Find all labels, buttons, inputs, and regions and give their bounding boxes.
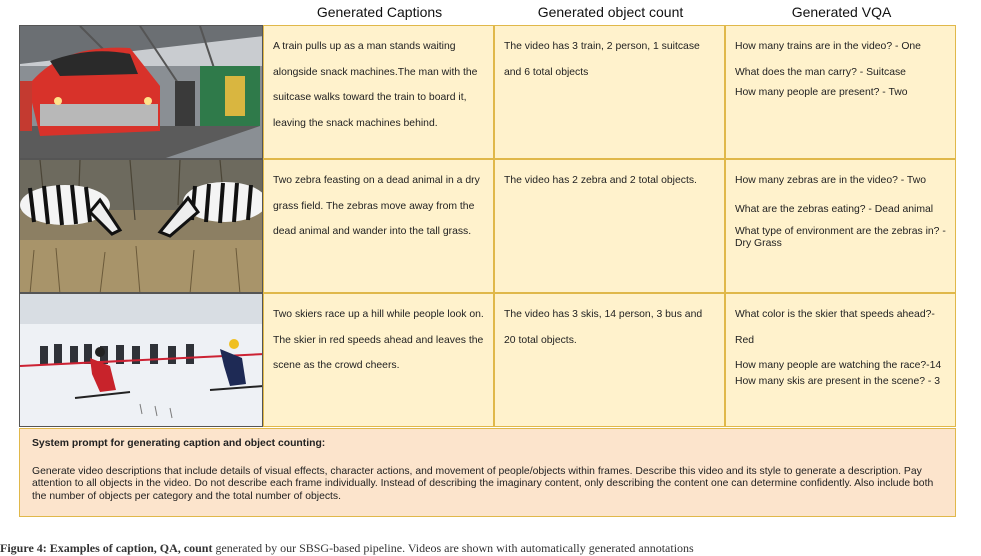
zebras-image: [19, 159, 263, 293]
caption-cell: [263, 25, 494, 159]
ski-race-image: [19, 293, 263, 427]
vqa-question: How many trains are in the video? - One: [735, 41, 921, 52]
system-prompt-title: System prompt for generating caption and object counting:: [32, 438, 326, 449]
object-count-cell: [494, 293, 725, 427]
caption-text: Two skiers race up a hill while people look on. The skier in red speeds ahead and leaves the scene as the crowd cheers.: [273, 309, 484, 371]
system-prompt-box: [19, 428, 956, 517]
object-count-text: The video has 2 zebra and 2 total objects.: [504, 175, 697, 186]
caption-cell: [263, 293, 494, 427]
vqa-question: What type of environment are the zebras in? - Dry Grass: [735, 226, 946, 249]
table-row: [19, 293, 956, 427]
figure-caption-lead: Figure 4: Examples of caption, QA, count: [0, 541, 213, 555]
vqa-question: How many skis are present in the scene? - 3: [735, 376, 941, 387]
vqa-question: How many zebras are in the video? - Two: [735, 175, 926, 186]
object-count-text: The video has 3 train, 2 person, 1 suitcase and 6 total objects: [504, 41, 700, 78]
vqa-question: What color is the skier that speeds ahead?- Red: [735, 309, 935, 346]
figure-caption: [0, 541, 981, 556]
vqa-cell: [725, 293, 956, 427]
header-vqa: Generated VQA: [791, 4, 892, 20]
figure-caption-rest: generated by our SBSG-based pipeline. Videos are shown with automatically generated annotations: [212, 541, 694, 555]
table-row: [19, 159, 956, 293]
object-count-cell: [494, 25, 725, 159]
vqa-cell: [725, 159, 956, 293]
object-count-text: The video has 3 skis, 14 person, 3 bus and 20 total objects.: [504, 309, 703, 346]
caption-text: Two zebra feasting on a dead animal in a dry grass field. The zebras move away from the dead animal and wander into the tall grass.: [273, 175, 480, 237]
vqa-question: How many people are watching the race?-14: [735, 360, 942, 371]
vqa-cell: [725, 25, 956, 159]
header-object-count: Generated object count: [537, 4, 684, 20]
caption-text: A train pulls up as a man stands waiting alongside snack machines.The man with the suitcase walks toward the train to board it, leaving the snack machines behind.: [273, 41, 478, 129]
vqa-question: What are the zebras eating? - Dead animal: [735, 204, 934, 215]
table-row: [19, 25, 956, 159]
caption-cell: [263, 159, 494, 293]
vqa-question: How many people are present? - Two: [735, 87, 908, 98]
train-station-image: [19, 25, 263, 159]
system-prompt-body: Generate video descriptions that include details of visual effects, character actions, and movement of people/objects within frames. Describe this video and its style to generate a description. Pay attention to all objects in the video. Do not describe each frame individually. Instead of describing the imaginary content, only describing the content one can determine confidently. Also include both the number of objects per category and the total number of objects.: [32, 465, 934, 502]
object-count-cell: [494, 159, 725, 293]
header-captions: Generated Captions: [316, 4, 443, 20]
vqa-question: What does the man carry? - Suitcase: [735, 67, 906, 78]
